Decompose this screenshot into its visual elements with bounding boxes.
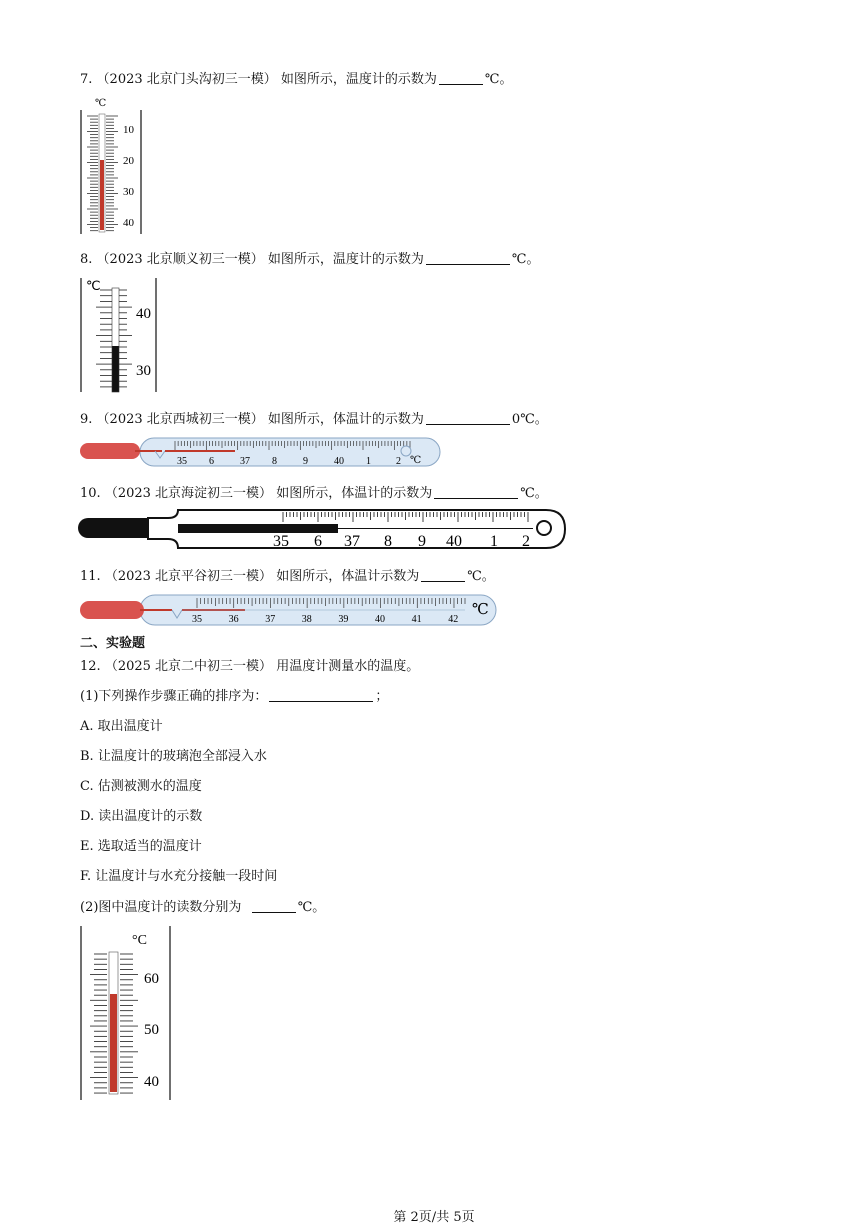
question-number: 12. xyxy=(80,659,101,674)
tick-label: 6 xyxy=(209,456,214,467)
clinical-thermometer-figure-10 xyxy=(78,508,568,550)
question-12-part-2 xyxy=(80,896,325,915)
question-source: （2023 北京平谷初三一模） xyxy=(104,569,273,584)
tick-label: 37 xyxy=(265,614,276,625)
tick-label: 6 xyxy=(314,533,322,550)
tick-label: 42 xyxy=(448,614,459,625)
question-source: （2025 北京二中初三一模） xyxy=(104,659,273,674)
clinical-thermometer-figure-9 xyxy=(80,434,444,470)
tick-label: 39 xyxy=(338,614,349,625)
liquid-column xyxy=(110,994,117,1092)
question-source: （2023 北京顺义初三一模） xyxy=(96,252,264,267)
page-footer: 第 2页/共 5页 xyxy=(393,1210,475,1225)
thermometer-bulb xyxy=(80,601,144,619)
tick-label: 50 xyxy=(144,1022,159,1038)
option-a: A. 取出温度计 xyxy=(80,719,163,734)
unit-label: ℃ xyxy=(95,98,107,109)
question-number: 7. xyxy=(80,72,93,87)
tick-label: 9 xyxy=(303,456,308,467)
tick-label: 8 xyxy=(384,533,392,550)
question-12 xyxy=(80,655,419,674)
question-text: 如图所示，体温计的示数为 xyxy=(267,412,424,427)
part-2-text: (2)图中温度计的读数分别为 xyxy=(80,900,242,915)
tick-label: 1 xyxy=(366,456,371,467)
section-title: 二、实验题 xyxy=(80,636,146,651)
answer-blank[interactable] xyxy=(439,72,483,85)
option-d: D. 读出温度计的示数 xyxy=(80,809,203,824)
answer-blank[interactable] xyxy=(252,900,296,913)
tick-label: 40 xyxy=(334,456,344,467)
tick-label: 20 xyxy=(123,155,134,167)
liquid-column xyxy=(112,346,119,392)
tick-label: 35 xyxy=(192,614,202,625)
option-b: B. 让温度计的玻璃泡全部浸入水 xyxy=(80,749,267,764)
tick-label: 8 xyxy=(272,456,277,467)
question-12-part-1 xyxy=(80,685,388,704)
question-text: 如图所示，体温计的示数为 xyxy=(276,486,433,501)
answer-blank[interactable] xyxy=(269,689,373,702)
tick-label: 30 xyxy=(136,363,151,379)
thermometer-figure-12 xyxy=(78,924,174,1102)
thermometer-bulb xyxy=(80,443,140,459)
question-number: 10. xyxy=(80,486,101,501)
tick-label: 2 xyxy=(522,533,530,550)
question-9 xyxy=(80,408,548,427)
question-source: （2023 北京门头沟初三一模） xyxy=(96,72,277,87)
unit-label: °C xyxy=(132,933,147,948)
question-number: 11. xyxy=(80,569,101,584)
option-f: F. 让温度计与水充分接触一段时间 xyxy=(80,869,278,884)
tick-label: 60 xyxy=(144,971,159,987)
question-unit: ℃。 xyxy=(511,252,540,267)
question-7 xyxy=(80,68,512,87)
question-unit: ℃。 xyxy=(467,569,495,584)
tick-label: 35 xyxy=(273,533,289,550)
tick-label: 40 xyxy=(136,306,151,322)
tick-label: 40 xyxy=(123,217,134,229)
answer-blank[interactable] xyxy=(426,252,510,265)
answer-blank[interactable] xyxy=(434,486,518,499)
tick-label: 37 xyxy=(240,456,250,467)
question-8 xyxy=(80,248,539,267)
question-unit: 0℃。 xyxy=(511,412,548,427)
question-text: 如图所示，温度计的示数为 xyxy=(267,252,424,267)
tick-label: 40 xyxy=(446,533,462,550)
thermometer-figure-8 xyxy=(78,276,162,394)
tick-label: 9 xyxy=(418,533,426,550)
tick-label: 40 xyxy=(144,1074,159,1090)
tick-label: 2 xyxy=(396,456,401,467)
question-unit: ℃。 xyxy=(484,72,513,87)
question-number: 9. xyxy=(80,412,93,427)
liquid-column xyxy=(100,160,104,230)
part-2-end: ℃。 xyxy=(297,900,326,915)
answer-blank[interactable] xyxy=(426,412,510,425)
question-11 xyxy=(80,565,495,584)
question-10 xyxy=(80,482,548,501)
tick-label: 41 xyxy=(411,614,422,625)
tick-label: 37 xyxy=(344,533,360,550)
tick-label: 35 xyxy=(177,456,187,467)
question-text: 如图所示，温度计的示数为 xyxy=(280,72,437,87)
question-text: 如图所示，体温计示数为 xyxy=(276,569,420,584)
question-text: 用温度计测量水的温度。 xyxy=(276,659,420,674)
unit-label: ℃ xyxy=(86,278,101,293)
question-source: （2023 北京西城初三一模） xyxy=(96,412,264,427)
unit-label: ℃ xyxy=(472,600,489,618)
part-1-end: ； xyxy=(375,689,389,704)
tick-label: 30 xyxy=(123,186,134,198)
tick-label: 36 xyxy=(228,614,239,625)
thermometer-bulb xyxy=(78,518,158,538)
question-source: （2023 北京海淀初三一模） xyxy=(104,486,273,501)
question-unit: ℃。 xyxy=(520,486,548,501)
tick-label: 10 xyxy=(123,124,134,136)
option-e: E. 选取适当的温度计 xyxy=(80,839,202,854)
thermometer-figure-7 xyxy=(78,94,158,236)
tick-label: 1 xyxy=(490,533,498,550)
tick-label: 40 xyxy=(375,614,385,625)
clinical-thermometer-figure-11 xyxy=(80,592,500,628)
question-number: 8. xyxy=(80,252,93,267)
unit-label: ℃ xyxy=(410,455,422,466)
answer-blank[interactable] xyxy=(421,569,465,582)
tick-label: 38 xyxy=(301,614,312,625)
part-1-text: (1)下列操作步骤正确的排序为： xyxy=(80,689,268,704)
option-c: C. 估测被测水的温度 xyxy=(80,779,202,794)
